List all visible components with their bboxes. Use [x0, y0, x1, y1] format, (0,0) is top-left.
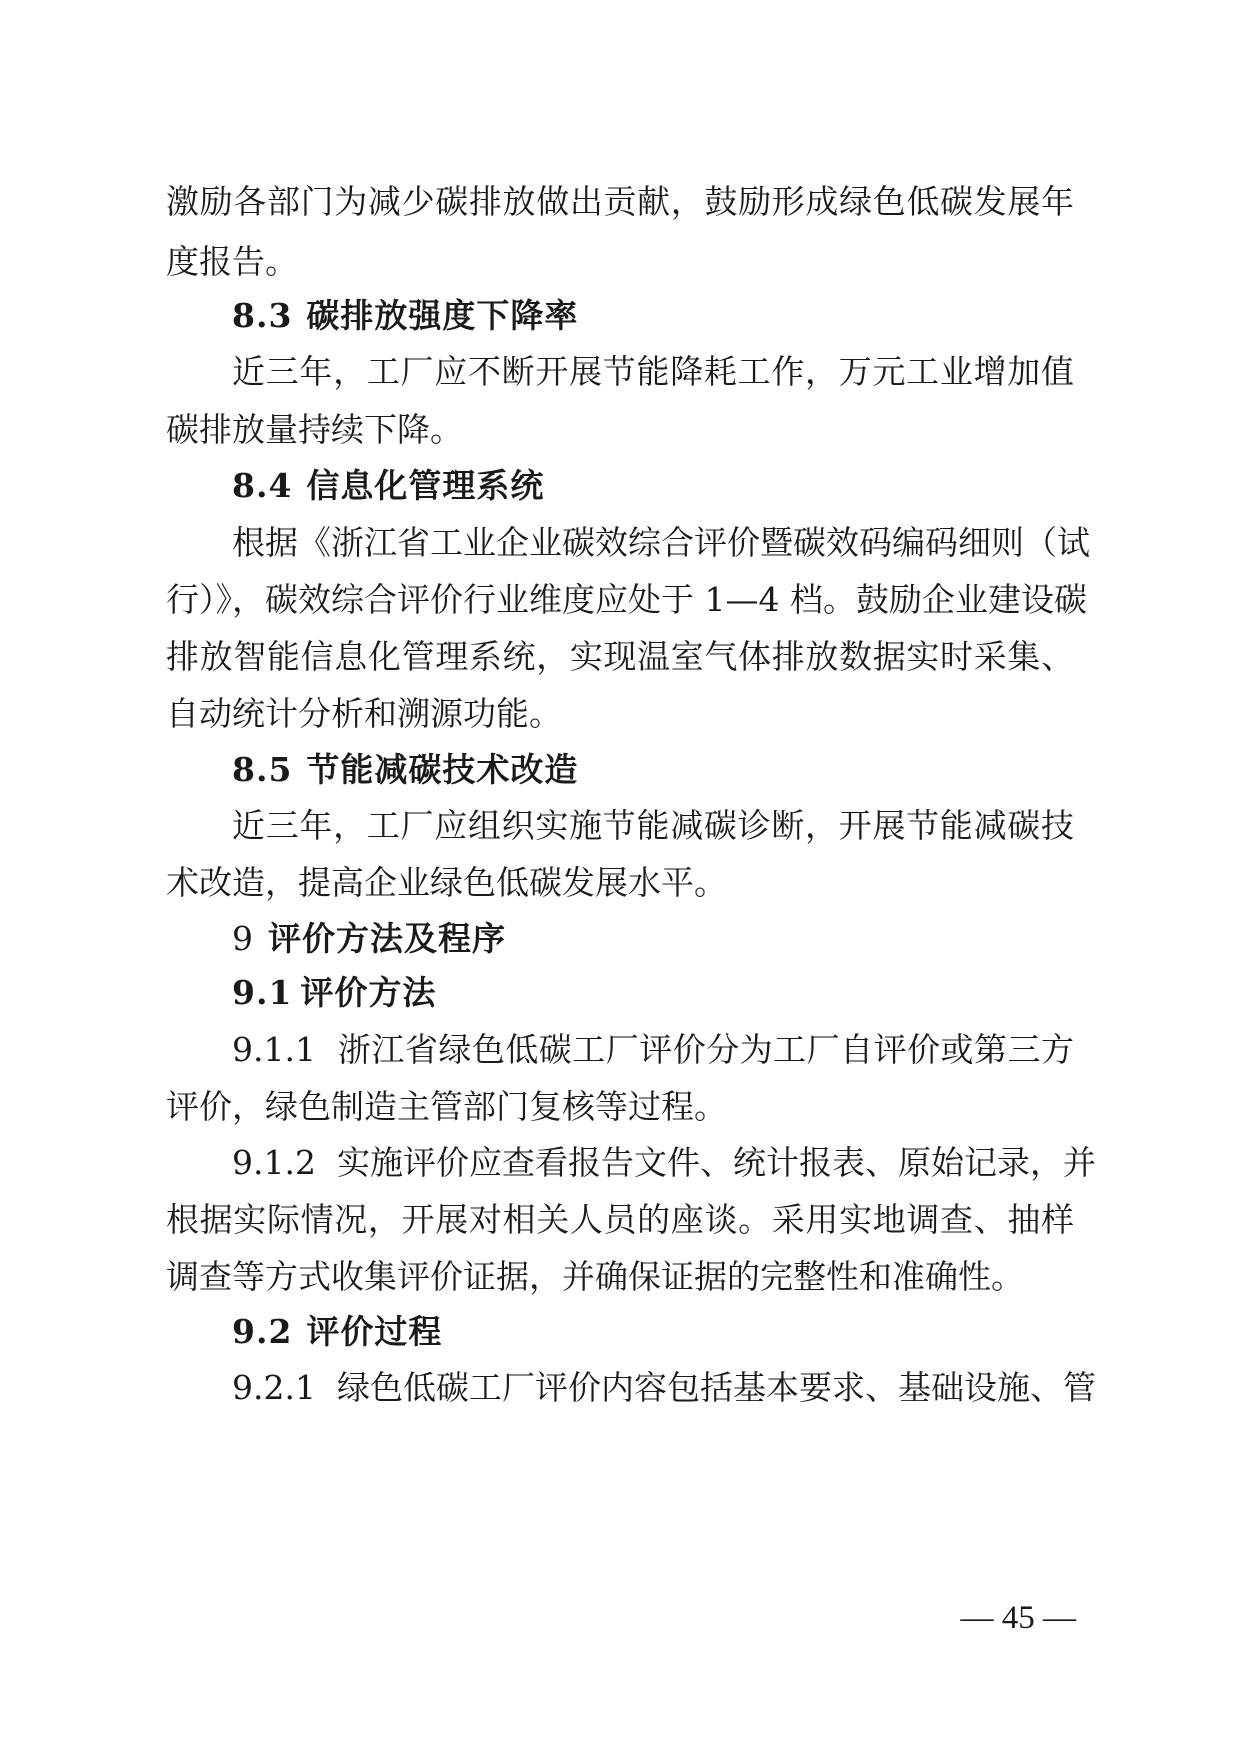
section-title: 评价过程 — [306, 1312, 443, 1351]
section-number: 8.5 — [232, 750, 293, 789]
section-heading-9-1 — [232, 963, 1074, 1023]
body-text-line: 激励各部门为减少碳排放做出贡献，鼓励形成绿色低碳发展年 — [166, 182, 1074, 221]
body-text-line: 度报告。 — [166, 242, 298, 281]
section-number: 8.4 — [232, 466, 293, 505]
body-text-line: 近三年，工厂应组织实施节能减碳诊断，开展节能减碳技 — [232, 806, 1074, 845]
body-text-line: 9.2.1 绿色低碳工厂评价内容包括基本要求、基础设施、管 — [232, 1368, 1096, 1407]
section-heading-8-4 — [232, 456, 1074, 516]
body-text-line: 近三年，工厂应不断开展节能降耗工作，万元工业增加值 — [232, 352, 1074, 391]
body-text-line: 行）》，碳效综合评价行业维度应处于 1—4 档。鼓励企业建设碳 — [166, 580, 1087, 619]
body-text-line: 术改造，提高企业绿色低碳发展水平。 — [166, 863, 727, 902]
body-text-line: 评价，绿色制造主管部门复核等过程。 — [166, 1087, 727, 1126]
section-title: 信息化管理系统 — [306, 466, 545, 505]
body-text-line: 调查等方式收集评价证据，并确保证据的完整性和准确性。 — [166, 1257, 1024, 1296]
body-text-line: 根据《浙江省工业企业碳效综合评价暨碳效码编码细则（试 — [232, 523, 1090, 562]
body-text-line: 排放智能信息化管理系统，实现温室气体排放数据实时采集、 — [166, 637, 1074, 676]
body-text-line: 根据实际情况，开展对相关人员的座谈。采用实地调查、抽样 — [166, 1200, 1074, 1239]
section-title: 评价方法 — [300, 973, 437, 1012]
section-number: 9.1 — [232, 973, 293, 1012]
section-heading-9-2 — [232, 1302, 1074, 1362]
section-number: 8.3 — [232, 296, 293, 335]
section-title: 节能减碳技术改造 — [306, 750, 579, 789]
body-text-line: 自动统计分析和溯源功能。 — [166, 694, 562, 733]
section-number: 9.2 — [232, 1312, 293, 1351]
section-heading-8-5 — [232, 740, 1074, 800]
section-heading-9 — [232, 909, 1074, 969]
page-number: — 45 — — [960, 1600, 1076, 1636]
body-text-line: 9.1.2 实施评价应查看报告文件、统计报表、原始记录，并 — [232, 1143, 1096, 1182]
body-text-line: 9.1.1 浙江省绿色低碳工厂评价分为工厂自评价或第三方 — [232, 1030, 1074, 1069]
section-title: 碳排放强度下降率 — [306, 296, 579, 335]
section-title: 评价方法及程序 — [268, 919, 506, 958]
body-text-line: 碳排放量持续下降。 — [166, 410, 463, 449]
section-number: 9 — [232, 919, 254, 958]
section-heading-8-3 — [232, 286, 1074, 346]
